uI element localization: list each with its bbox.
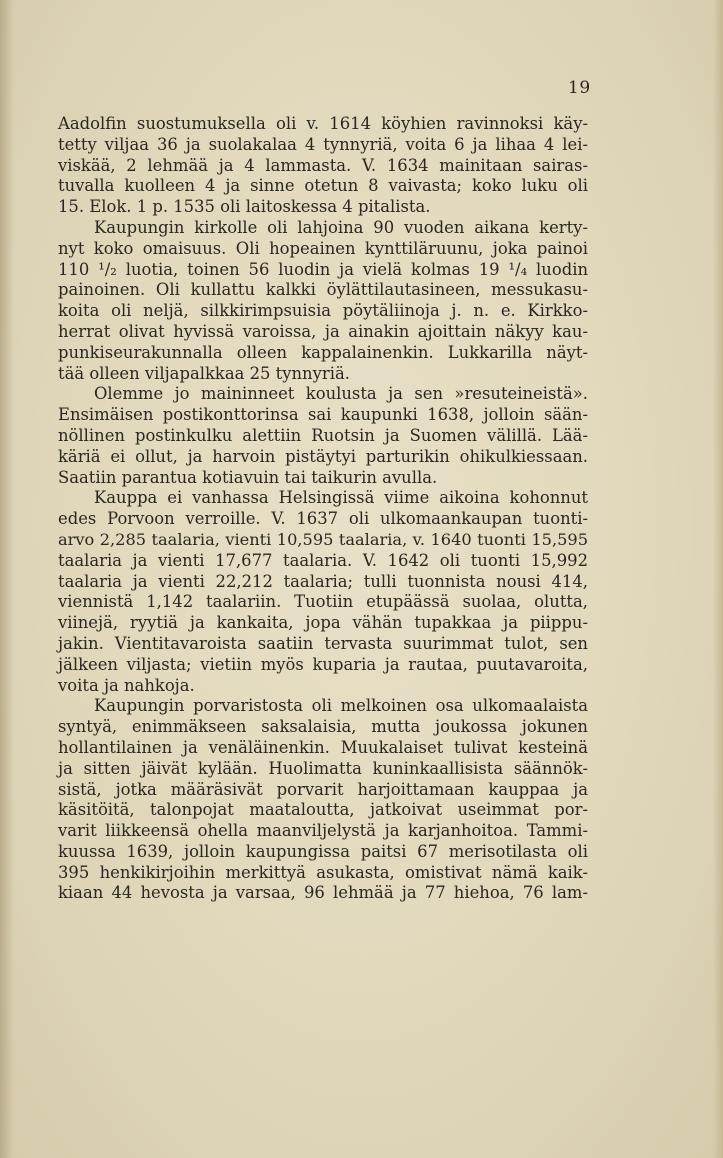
text-line: hollantilainen ja venäläinenkin. Muukalaiset tulivat kesteinä: [58, 737, 588, 757]
text-line: kiaan 44 hevosta ja varsaa, 96 lehmää ja 77 hiehoa, 76 lam-: [58, 883, 588, 903]
text-line: Saatiin parantua kotiavuin tai taikurin avulla.: [58, 467, 438, 487]
text-line: koita oli neljä, silkkirimpsuisia pöytäliinoja j. n. e. Kirkko-: [58, 301, 588, 321]
text-line: taalaria ja vienti 22,212 taalaria; tulli tuonnista nousi 414,: [58, 571, 588, 591]
text-line: käriä ei ollut, ja harvoin pistäytyi parturikin ohikulkiessaan.: [58, 446, 588, 466]
text-line: herrat olivat hyvissä varoissa, ja ainakin ajoittain näkyy kau-: [58, 321, 588, 341]
paragraph-first-line: Olemme jo maininneet koulusta ja sen »resuteineistä».: [94, 384, 588, 404]
text-line: voita ja nahkoja.: [58, 675, 195, 695]
text-line: kuussa 1639, jolloin kaupungissa paitsi 67 merisotilasta oli: [58, 841, 588, 861]
text-line: arvo 2,285 taalaria, vienti 10,595 taalaria, v. 1640 tuonti 15,595: [58, 529, 588, 549]
body-text: [58, 114, 588, 904]
text-line: Aadolfin suostumuksella oli v. 1614 köyhien ravinnoksi käy-: [58, 114, 588, 133]
text-line: jakin. Vientitavaroista saatiin tervasta suurimmat tulot, sen: [58, 633, 588, 653]
text-line: viskää, 2 lehmää ja 4 lammasta. V. 1634 mainitaan sairas-: [58, 155, 588, 175]
text-line: edes Porvoon verroille. V. 1637 oli ulkomaankaupan tuonti-: [58, 509, 588, 529]
text-line: käsitöitä, talonpojat maataloutta, jatkoivat useimmat por-: [58, 800, 588, 820]
text-line: ja sitten jäivät kylään. Huolimatta kuninkaallisista säännök-: [58, 758, 588, 778]
text-line: viinejä, ryytiä ja kankaita, jopa vähän tupakkaa ja piippu-: [58, 613, 588, 633]
text-line: 110 ¹/₂ luotia, toinen 56 luodin ja vielä kolmas 19 ¹/₄ luodin: [58, 259, 588, 279]
page-number: 19: [568, 78, 591, 98]
text-line: tää olleen viljapalkkaa 25 tynnyriä.: [58, 363, 350, 383]
text-line: syntyä, enimmäkseen saksalaisia, mutta joukossa jokunen: [58, 717, 588, 737]
text-line: jälkeen viljasta; vietiin myös kuparia ja rautaa, puutavaroita,: [58, 654, 588, 674]
text-line: 15. Elok. 1 p. 1535 oli laitoskessa 4 pitalista.: [58, 197, 431, 217]
text-line: viennistä 1,142 taalariin. Tuotiin etupäässä suolaa, olutta,: [58, 592, 588, 612]
text-line: punkiseurakunnalla olleen kappalainenkin. Lukkarilla näyt-: [58, 342, 588, 362]
text-line: nyt koko omaisuus. Oli hopeainen kynttiläruunu, joka painoi: [58, 238, 588, 258]
text-line: varit liikkeensä ohella maanviljelystä ja karjanhoitoa. Tammi-: [58, 821, 588, 841]
paragraph-first-line: Kauppa ei vanhassa Helsingissä viime aikoina kohonnut: [94, 488, 588, 508]
text-line: 395 henkikirjoihin merkittyä asukasta, omistivat nämä kaik-: [58, 862, 588, 882]
text-line: nöllinen postinkulku alettiin Ruotsin ja Suomen välillä. Lää-: [58, 425, 588, 445]
page-edge-shadow-right: [713, 0, 723, 1158]
paragraph-first-line: Kaupungin kirkolle oli lahjoina 90 vuoden aikana kerty-: [94, 217, 588, 237]
page-edge-shadow-left: [0, 0, 14, 1158]
text-line: taalaria ja vienti 17,677 taalaria. V. 1642 oli tuonti 15,992: [58, 550, 588, 570]
text-line: tetty viljaa 36 ja suolakalaa 4 tynnyriä, voita 6 ja lihaa 4 lei-: [58, 134, 588, 154]
text-line: sistä, jotka määräsivät porvarit harjoittamaan kauppaa ja: [58, 779, 588, 799]
text-line: tuvalla kuolleen 4 ja sinne otetun 8 vaivasta; koko luku oli: [58, 176, 588, 196]
paragraph-first-line: Kaupungin porvaristosta oli melkoinen osa ulkomaalaista: [94, 696, 588, 716]
text-line: Ensimäisen postikonttorinsa sai kaupunki 1638, jolloin sään-: [58, 405, 588, 425]
text-line: painoinen. Oli kullattu kalkki öylättilautasineen, messukasu-: [58, 280, 588, 300]
